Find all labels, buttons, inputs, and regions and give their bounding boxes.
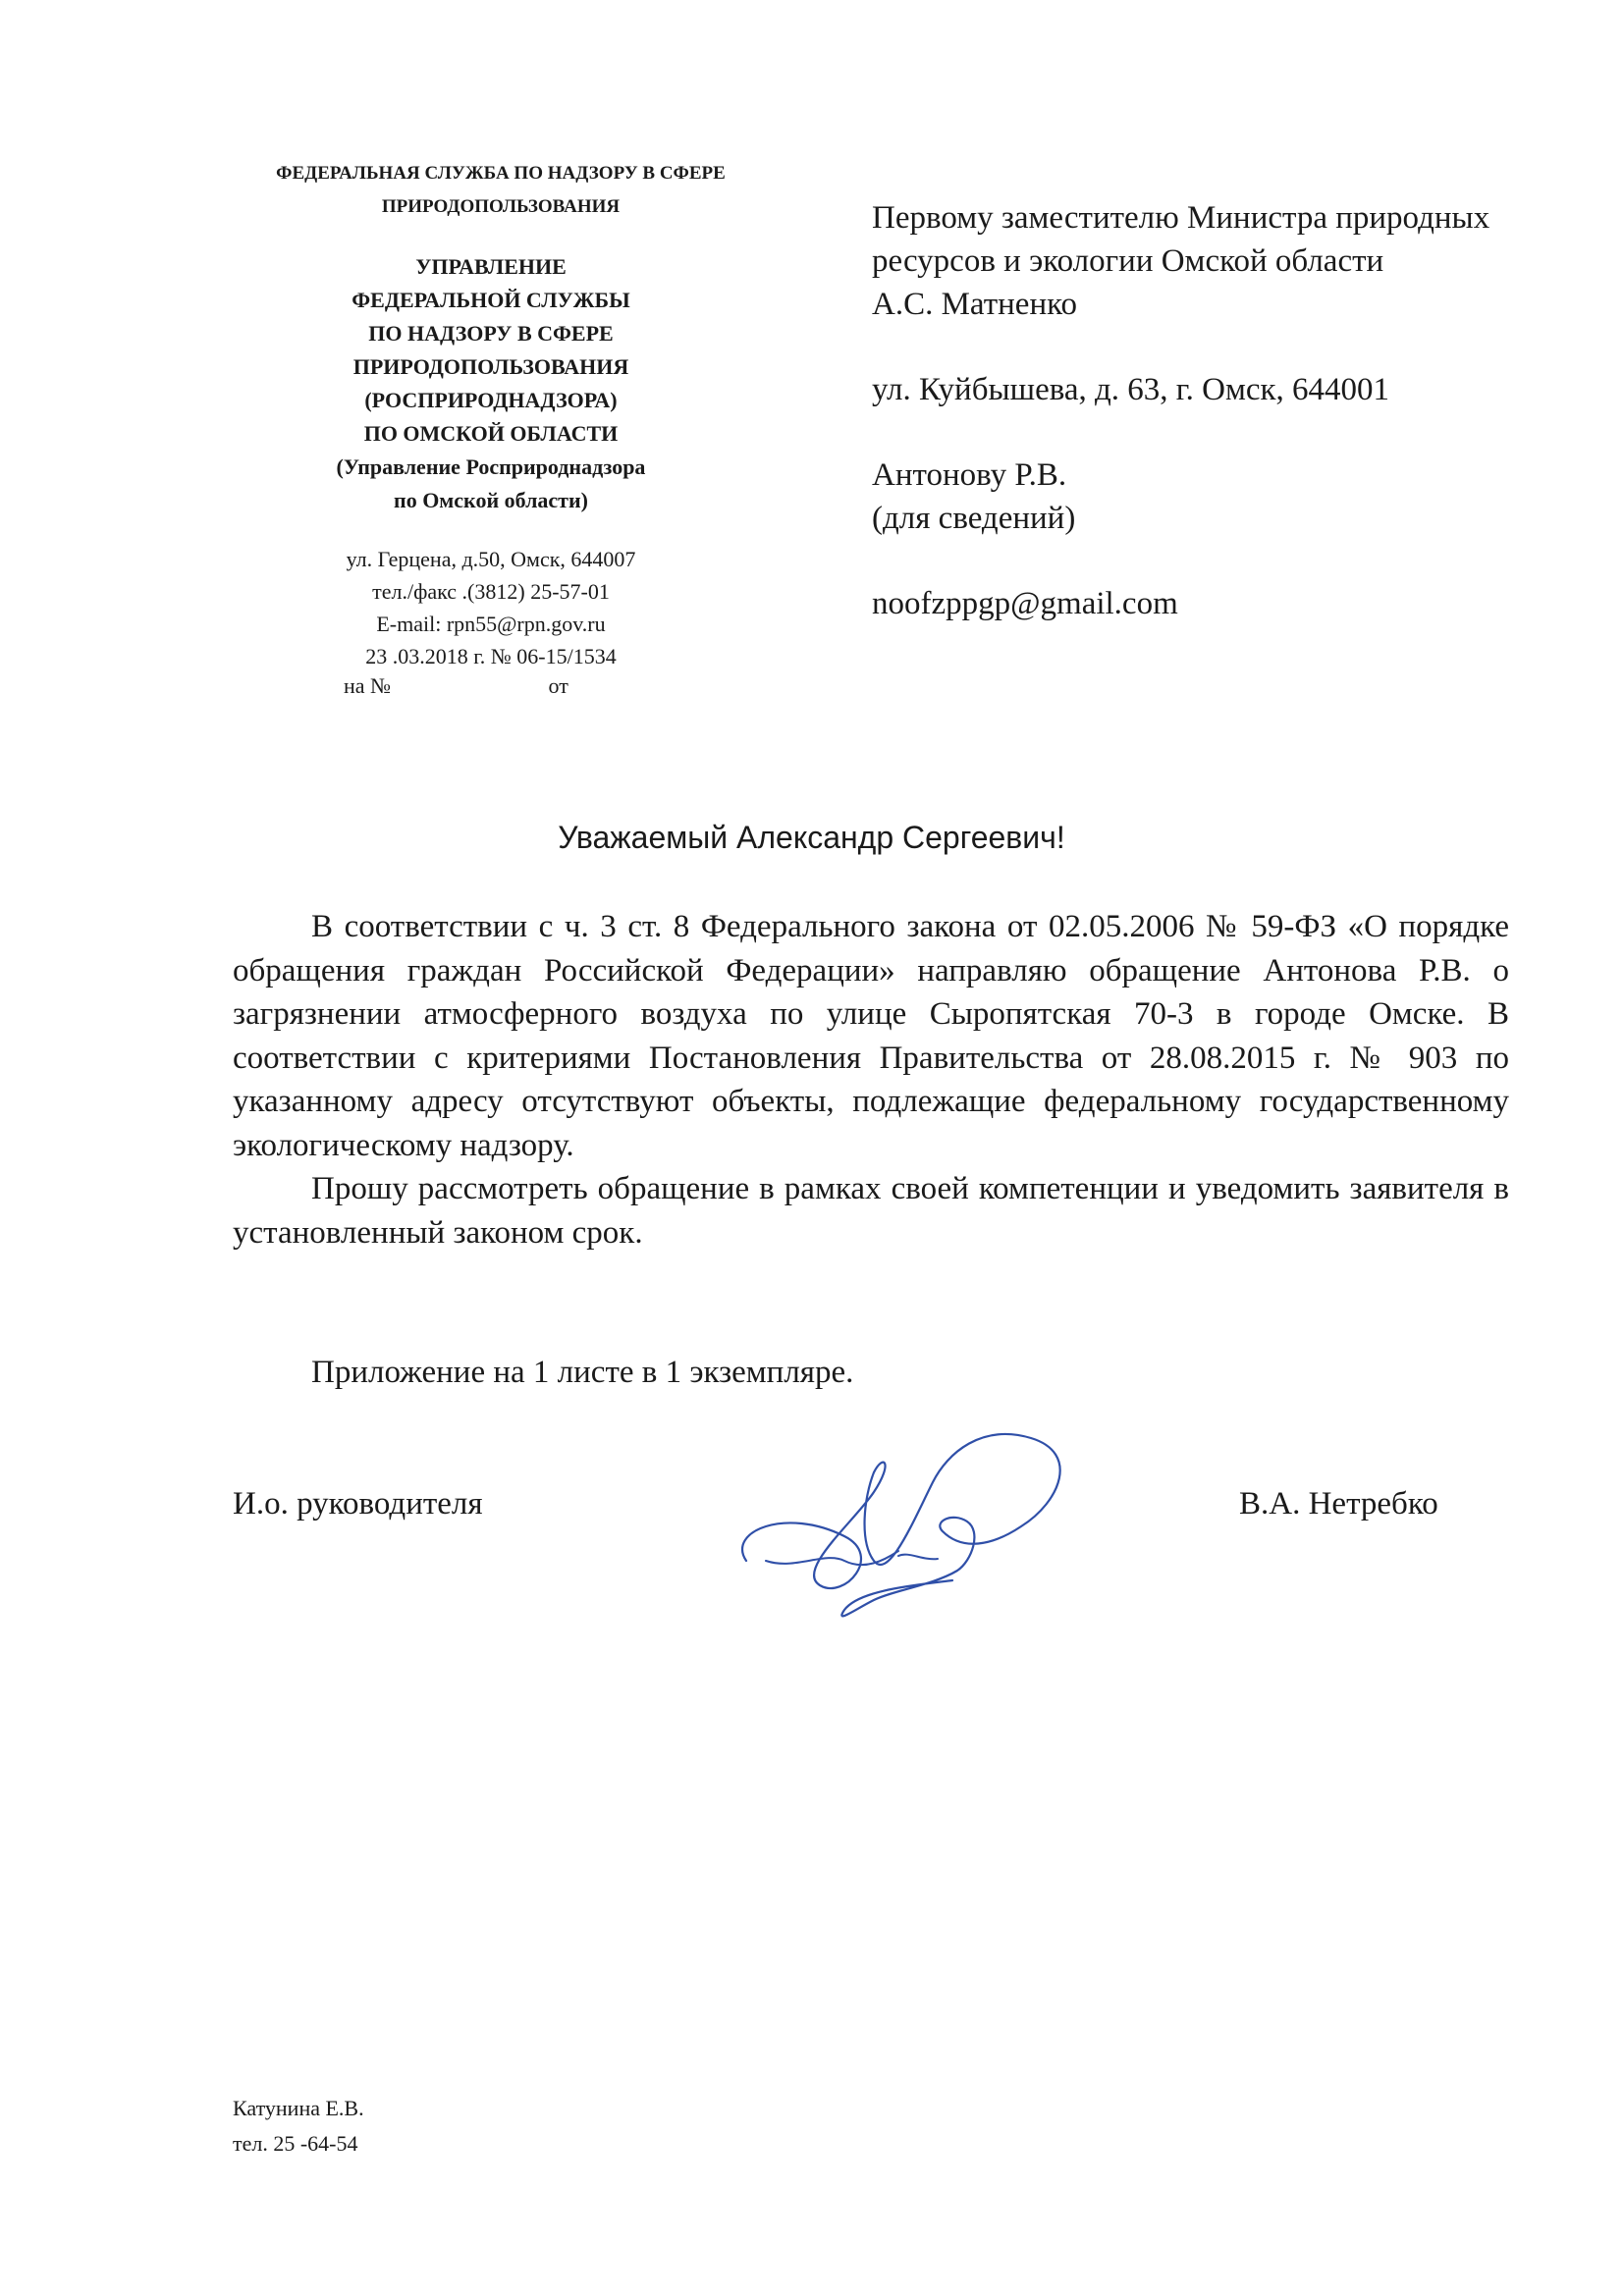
addressee-line: ресурсов и экологии Омской области [872, 243, 1384, 279]
attachment-note: Приложение на 1 листе в 1 экземпляре. [311, 1355, 854, 1390]
department-line: ПО НАДЗОРУ В СФЕРЕ [368, 321, 614, 346]
signature-stroke [898, 1555, 938, 1560]
department-line: ПО ОМСКОЙ ОБЛАСТИ [363, 421, 619, 446]
salutation: Уважаемый Александр Сергеевич! [558, 820, 1065, 855]
copy-email: noofzppgp@gmail.com [872, 586, 1178, 621]
handwritten-signature [727, 1414, 1100, 1639]
letter-body [233, 905, 1509, 1255]
letterhead-contacts [265, 543, 717, 672]
executor-name: Катунина Е.В. [233, 2096, 364, 2120]
executor-block [233, 2091, 364, 2162]
signature-stroke [742, 1434, 1060, 1616]
body-paragraph: В соответствии с ч. 3 ст. 8 Федерального закона от 02.05.2006 № 59-ФЗ «О порядке обращения граждан Российской Федерации» направляю обращение Антонова Р.В. о загрязнении атмосферного воздуха по улице Сыропятская 70-3 в городе Омске. В соответствии с критериями Постановления Правительства от 28.08.2015 г. № 903 по указанному адресу отсутствуют объекты, подлежащие федеральному государственному экологическому надзору. [233, 909, 1509, 1163]
addressee-street: ул. Куйбышева, д. 63, г. Омск, 644001 [872, 372, 1390, 407]
copy-recipient: Антонову Р.В. [872, 457, 1067, 493]
incoming-reference [344, 673, 568, 699]
ref-prefix: на № [344, 673, 392, 698]
executor-phone: тел. 25 -64-54 [233, 2131, 358, 2156]
sender-phone: тел./факс .(3812) 25-57-01 [372, 579, 610, 604]
signature-stroke [766, 1551, 898, 1565]
outgoing-number: 23 .03.2018 г. № 06-15/1534 [365, 644, 617, 668]
letterhead-department [265, 250, 717, 517]
department-line: ФЕДЕРАЛЬНОЙ СЛУЖБЫ [352, 288, 630, 312]
signatory-name: В.А. Нетребко [1239, 1486, 1438, 1522]
body-paragraph: Прошу рассмотреть обращение в рамках своей компетенции и уведомить заявителя в установленный законом срок. [233, 1171, 1509, 1251]
addressee-line: Первому заместителю Министра природных [872, 200, 1490, 236]
ref-from: от [548, 673, 568, 698]
department-line: ПРИРОДОПОЛЬЗОВАНИЯ [352, 354, 629, 379]
department-line: УПРАВЛЕНИЕ [415, 254, 567, 279]
department-line: (РОСПРИРОДНАДЗОРА) [364, 388, 618, 412]
department-line: по Омской области) [394, 488, 588, 512]
agency-line: ПРИРОДОПОЛЬЗОВАНИЯ [381, 196, 621, 217]
addressee-block [872, 196, 1598, 625]
agency-line: ФЕДЕРАЛЬНАЯ СЛУЖБА ПО НАДЗОРУ В СФЕРЕ [276, 163, 726, 184]
signatory-title: И.о. руководителя [233, 1486, 483, 1522]
sender-address: ул. Герцена, д.50, Омск, 644007 [346, 547, 636, 571]
department-line: (Управление Росприроднадзора [336, 454, 646, 479]
copy-note: (для сведений) [872, 501, 1076, 536]
addressee-name: А.С. Матненко [872, 287, 1077, 322]
sender-email: E-mail: rpn55@rpn.gov.ru [376, 612, 606, 636]
letterhead-agency [187, 157, 815, 224]
